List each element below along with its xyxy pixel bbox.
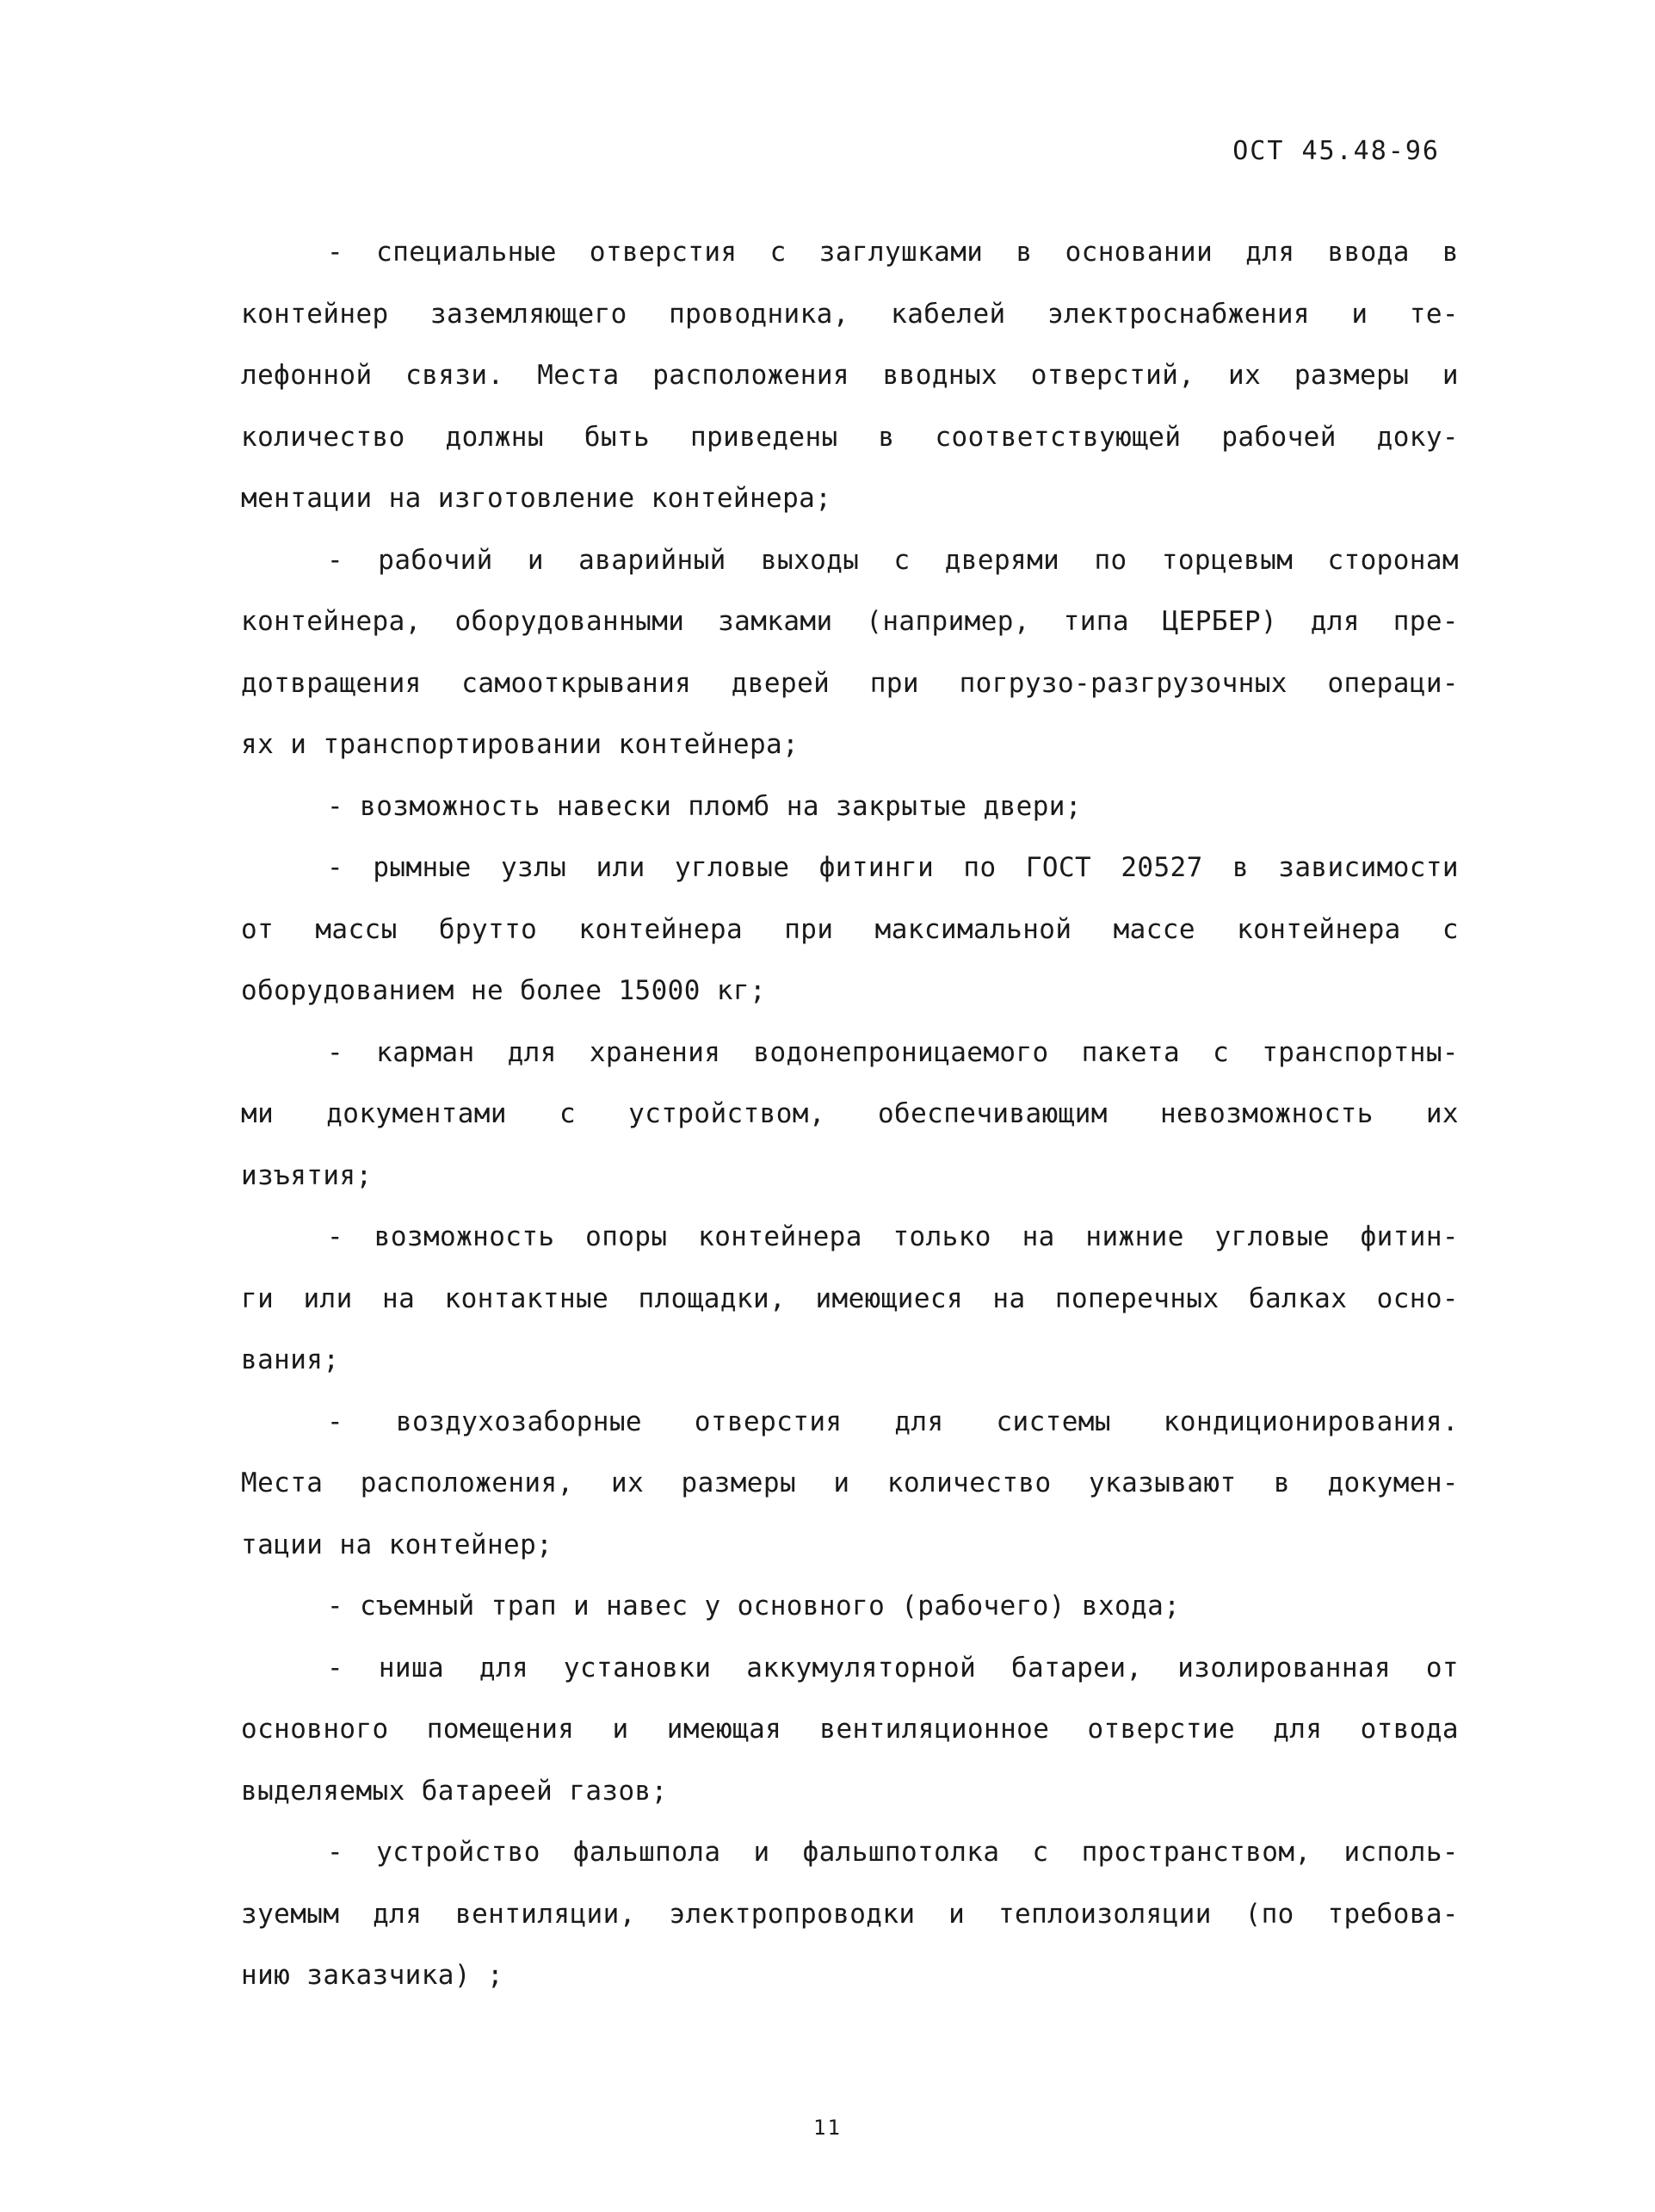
text-line: основного помещения и имеющая вентиляционное отверстие для отвода: [241, 1714, 1459, 1745]
list-item-paragraph: [241, 222, 1459, 530]
text-line: ги или на контактные площадки, имеющиеся на поперечных балках осно-: [241, 1282, 1459, 1314]
text-line: ях и транспортировании контейнера;: [241, 729, 800, 760]
text-line: контейнера, оборудованными замками (например, типа ЦЕРБЕР) для пре-: [241, 606, 1459, 637]
list-item-paragraph: [241, 1392, 1459, 1577]
text-line: - съемный трап и навес у основного (рабочего) входа;: [327, 1591, 1181, 1622]
document-body: [241, 222, 1459, 2007]
text-line: от массы брутто контейнера при максимальной массе контейнера с: [241, 913, 1459, 945]
list-item-paragraph: [241, 1822, 1459, 2007]
list-item-paragraph: [241, 1576, 1459, 1638]
text-line: - специальные отверстия с заглушками в основании для ввода в: [327, 237, 1459, 268]
text-line: - возможность навески пломб на закрытые двери;: [327, 790, 1082, 822]
text-line: контейнер заземляющего проводника, кабелей электроснабжения и те-: [241, 298, 1459, 330]
page-number: 11: [813, 2116, 842, 2140]
text-line: изъятия;: [241, 1159, 373, 1191]
list-item-paragraph: [241, 776, 1459, 838]
text-line: зуемым для вентиляции, электропроводки и теплоизоляции (по требова-: [241, 1898, 1459, 1930]
text-line: вания;: [241, 1344, 340, 1375]
text-line: - возможность опоры контейнера только на нижние угловые фитин-: [327, 1221, 1459, 1252]
text-line: дотвращения самооткрывания дверей при погрузо-разгрузочных операци-: [241, 667, 1459, 699]
text-line: - карман для хранения водонепроницаемого пакета с транспортны-: [327, 1036, 1459, 1068]
list-item-paragraph: [241, 1023, 1459, 1208]
text-line: оборудованием не более 15000 кг;: [241, 975, 767, 1006]
text-line: тации на контейнер;: [241, 1529, 553, 1560]
text-line: нию заказчика) ;: [241, 1960, 504, 1991]
text-line: ми документами с устройством, обеспечивающим невозможность их: [241, 1098, 1459, 1129]
text-line: количество должны быть приведены в соответствующей рабочей доку-: [241, 421, 1459, 453]
text-line: лефонной связи. Места расположения вводных отверстий, их размеры и: [241, 360, 1459, 391]
text-line: - воздухозаборные отверстия для системы кондиционирования.: [327, 1406, 1459, 1437]
list-item-paragraph: [241, 530, 1459, 776]
text-line: Места расположения, их размеры и количество указывают в докумен-: [241, 1467, 1459, 1498]
text-line: выделяемых батареей газов;: [241, 1775, 668, 1807]
list-item-paragraph: [241, 837, 1459, 1023]
list-item-paragraph: [241, 1638, 1459, 1823]
text-line: - рымные узлы или угловые фитинги по ГОСТ 20527 в зависимости: [327, 852, 1459, 883]
text-line: - ниша для установки аккумуляторной батареи, изолированная от: [327, 1652, 1459, 1684]
text-line: - рабочий и аварийный выходы с дверями по торцевым сторонам: [327, 544, 1459, 576]
text-line: ментации на изготовление контейнера;: [241, 483, 832, 514]
document-code-header: ОСТ 45.48-96: [1232, 136, 1440, 166]
text-line: - устройство фальшпола и фальшпотолка с пространством, исполь-: [327, 1837, 1459, 1868]
list-item-paragraph: [241, 1207, 1459, 1392]
